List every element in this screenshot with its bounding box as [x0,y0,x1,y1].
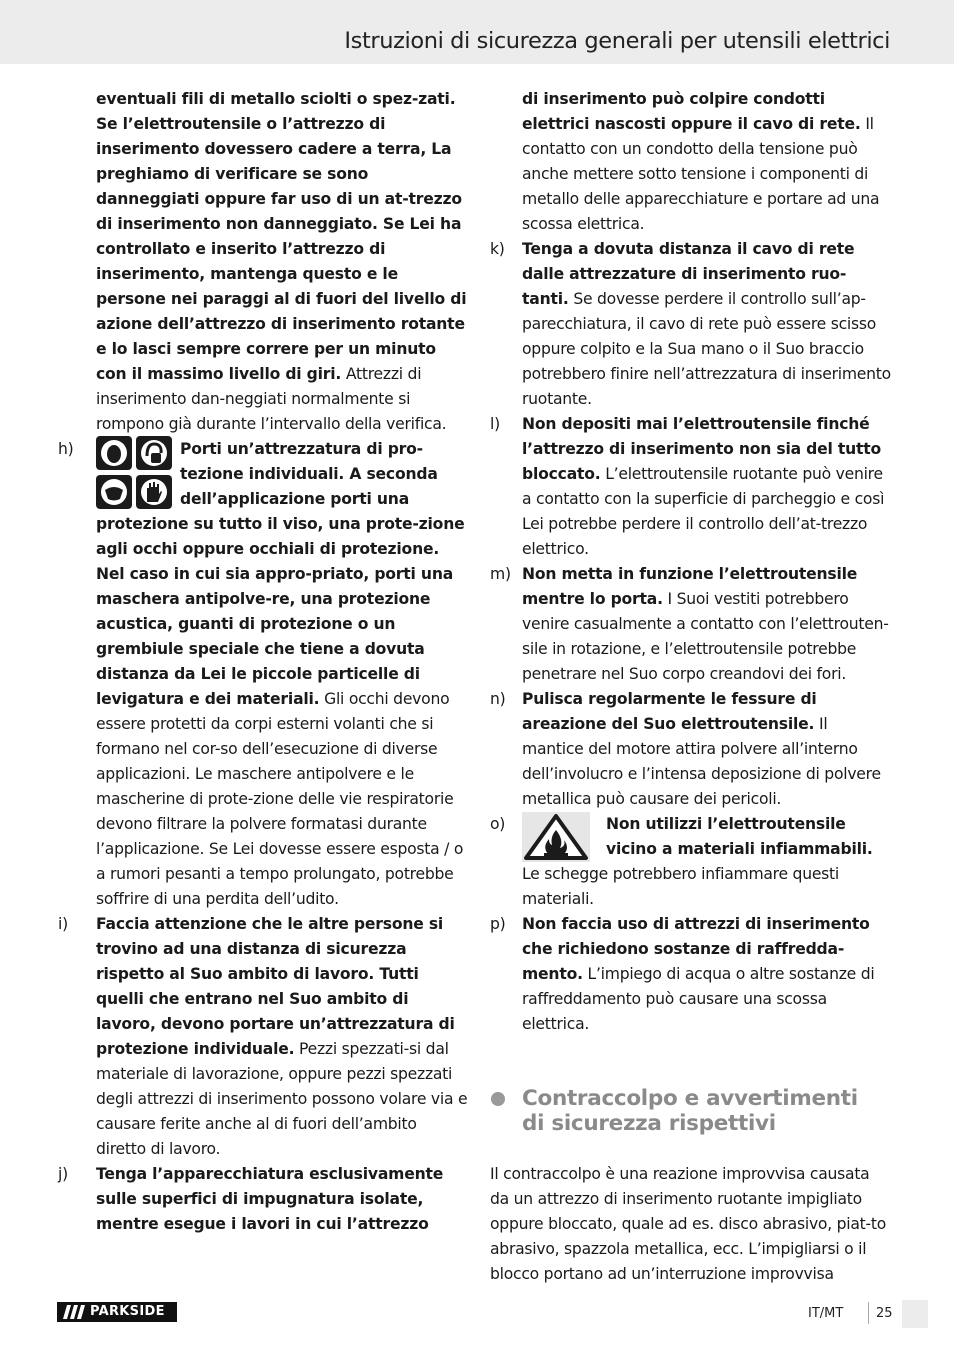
footer-language: IT/MT [808,1306,844,1321]
page-number: 25 [876,1306,893,1321]
item-k-bold: Tenga a dovuta distanza il cavo di rete dalle attrezzature di inserimento ruo-tanti. [522,240,855,308]
brand-name: PARKSIDE [90,1304,165,1319]
brand-logo [57,1302,177,1322]
footer-divider [868,1302,869,1324]
item-p-marker: p) [490,915,506,933]
item-h-text: Gli occhi devono essere protetti da corpi esterni volanti che si formano nel cor-so dell’esecuzione di diverse applicazioni. Le maschere antipolvere e le mascherine di prote-zione delle vie respiratorie devono filtrare la polvere formatasi durante l’applicazione. Se Lei dovesse essere esposta / o a rumori pesanti a tempo prolungato, potrebbe soffrire di una perdita dell’udito. [96,690,464,908]
item-j-cont-text: Il contatto con un condotto della tensione può anche mettere sotto tensione i componenti di metallo delle apparecchiature e portare ad una scossa elettrica. [522,115,880,233]
logo-stripes-icon [63,1305,87,1319]
footer-tab [902,1300,928,1328]
item-g-text: Attrezzi di inserimento dan-neggiati normalmente si rompono già durante l’intervallo della verifica. [96,365,447,433]
item-j-continued [490,87,892,237]
section-intro: Il contraccolpo è una reazione improvvisa causata da un attrezzo di inserimento ruotante impigliato oppure bloccato, quale ad es. disco abrasivo, piat-to abrasivo, spazzola metallica, ecc. L’impigliarsi o il blocco portano ad un’interruzione improvvisa [490,1165,887,1283]
item-j [58,1162,468,1237]
item-h [58,437,468,912]
item-n [490,687,892,812]
item-o-marker: o) [490,815,506,833]
left-column [58,87,468,1237]
item-m-text: I Suoi vestiti potrebbero venire casualmente a contatto con l’elettrouten-sile in rotazione, e l’elettroutensile potrebbe penetrare nel Suo corpo creandovi dei fori. [522,590,889,683]
item-h-bold: Porti un’attrezzatura di pro-tezione individuali. A seconda dell’applicazione porti una protezione su tutto il viso, una prote-zione agli occhi oppure occhiali di protezione. Nel caso in cui sia appro-priato, porti una maschera antipolve-re, una protezione acustica, guanti di protezione o un grembiule speciale che tiene a dovuta distanza da Lei le piccole particelle di levigatura e dei materiali. [96,440,465,708]
header-title: Istruzioni di sicurezza generali per utensili elettrici [344,28,890,54]
gloves-icon [136,475,172,509]
dust-mask-icon [96,475,132,509]
item-p-bold: Non faccia uso di attrezzi di inserimento che richiedono sostanze di raffredda-mento. [522,915,870,983]
right-column [490,87,892,1037]
face-shield-icon [96,436,132,470]
item-n-text: Il mantice del motore attira polvere all’interno dell’involucro e l’intensa deposizione di polvere metallica può causare dei pericoli. [522,715,881,808]
item-h-marker: h) [58,440,74,458]
section-bullet-icon [491,1092,505,1106]
item-g-bold: eventuali fili di metallo sciolti o spez-zati. Se l’elettroutensile o l’attrezzo di inserimento dovessero cadere a terra, La preghiamo di verificare se sono danneggiati oppure far uso di un at-trezzo di inserimento non danneggiato. Se Lei ha controllato e inserito l’attrezzo di inserimento, mantenga questo e le persone nei paraggi al di fuori del livello di azione dell’attrezzo di inserimento rotante e lo lasci sempre correre per un minuto con il massimo livello di giri. [96,90,467,383]
item-l-text: L’elettroutensile ruotante può venire a contatto con la superficie di parcheggio e così Lei potrebbe perdere il controllo dell’at-trezzo elettrico. [522,465,885,558]
item-o [490,812,892,912]
section-title [522,1086,858,1136]
item-j-bold: Tenga l’apparecchiatura esclusivamente sulle superfici di impugnatura isolate, mentre esegue i lavori in cui l’attrezzo [96,1165,444,1233]
item-o-text: Le schegge potrebbero infiammare questi materiali. [522,865,840,908]
item-n-bold: Pulisca regolarmente le fessure di areazione del Suo elettroutensile. [522,690,817,733]
section-title-line2: di sicurezza rispettivi [522,1111,776,1136]
item-j-marker: j) [58,1165,68,1183]
item-i-marker: i) [58,915,68,933]
item-k-text: Se dovesse perdere il controllo sull’ap-parecchiatura, il cavo di rete può essere scisso oppure colpito e la Sua mano o il Suo braccio potrebbero finire nell’attrezzatura di inserimento ruotante. [522,290,891,408]
item-l-marker: l) [490,415,500,433]
item-k-marker: k) [490,240,505,258]
flammable-warning-icon [522,812,596,862]
item-p [490,912,892,1037]
ppe-icons [96,436,174,511]
item-i-bold: Faccia attenzione che le altre persone si trovino ad una distanza di sicurezza rispetto al Suo ambito di lavoro. Tutti quelli che entrano nel Suo ambito di lavoro, devono portare un’attrezzatura di protezione individuale. [96,915,455,1058]
item-m-marker: m) [490,565,511,583]
page-header [0,0,954,64]
item-m-bold: Non metta in funzione l’elettroutensile mentre lo porta. [522,565,858,608]
item-l [490,412,892,562]
item-g-continued [58,87,468,437]
item-j-cont-bold: di inserimento può colpire condotti elettrici nascosti oppure il cavo di rete. [522,90,861,133]
ear-protection-icon [136,436,172,470]
section-title-line1: Contraccolpo e avvertimenti [522,1086,858,1111]
item-l-bold: Non depositi mai l’elettroutensile finché l’attrezzo di inserimento non sia del tutto bloccato. [522,415,882,483]
item-i [58,912,468,1162]
item-k [490,237,892,412]
item-o-bold: Non utilizzi l’elettroutensile vicino a materiali infiammabili. [606,815,873,858]
item-i-text: Pezzi spezzati-si dal materiale di lavorazione, oppure pezzi spezzati degli attrezzi di inserimento possono volare via e causare ferite anche al di fuori dell’ambito diretto di lavoro. [96,1040,468,1158]
item-p-text: L’impiego di acqua o altre sostanze di raffreddamento può causare una scossa elettrica. [522,965,875,1033]
item-m [490,562,892,687]
item-n-marker: n) [490,690,506,708]
